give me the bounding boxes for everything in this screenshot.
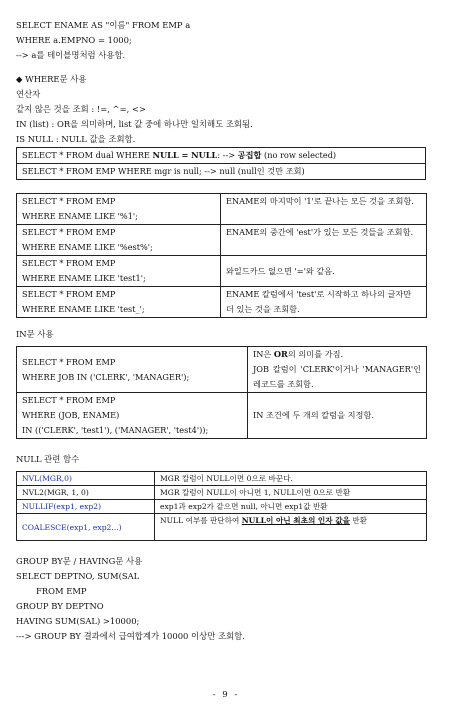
query-line: SELECT * FROM EMP xyxy=(22,196,116,206)
query-line: WHERE ENAME LIKE '%1'; xyxy=(22,211,138,221)
desc-cell: IN 조건에 두 개의 칼럼을 지정함. xyxy=(248,393,427,439)
text-span: NULL 여부를 판단하여 xyxy=(160,516,242,525)
or-keyword: OR xyxy=(273,349,288,359)
table-row xyxy=(17,486,427,500)
empty-set-text: 공집합 xyxy=(237,150,262,160)
table-row xyxy=(17,225,427,256)
query-cell xyxy=(17,347,248,393)
like-table xyxy=(16,193,427,318)
table-row xyxy=(17,472,427,486)
table-row xyxy=(17,164,426,180)
groupby-line: GROUP BY DEPTNO xyxy=(16,601,104,611)
query-line: SELECT * FROM EMP xyxy=(22,395,116,405)
in-list-text: IN (list) : OR을 의미하며, list 값 중에 하나만 일치해도 조회됨. xyxy=(16,119,253,129)
null-compare-cell xyxy=(17,148,426,164)
desc-cell: 와일드카드 없으면 '='와 같음. xyxy=(221,256,427,287)
table-row xyxy=(17,347,427,393)
table-row xyxy=(17,194,427,225)
query-line: WHERE JOB IN ('CLERK', 'MANAGER'); xyxy=(22,371,190,382)
desc-cell: exp1과 exp2가 같으면 null, 아니면 exp1값 반환 xyxy=(155,500,427,514)
desc-cell: MGR 칼럼이 NULL이 아니면 1, NULL이면 0으로 반환 xyxy=(155,486,427,500)
function-cell: COALESCE(exp1, exp2...) xyxy=(17,514,155,541)
is-null-text: IS NULL : NULL 값을 조회함. xyxy=(16,134,136,144)
query-line: WHERE (JOB, ENAME) xyxy=(22,410,120,420)
text-span: 의 의미를 가짐. xyxy=(287,349,344,359)
operators-label: 연산자 xyxy=(16,89,41,99)
text-span: SELECT * FROM dual WHERE xyxy=(22,150,153,160)
desc-cell xyxy=(248,347,427,393)
null-compare-table xyxy=(16,147,426,180)
null-functions-table xyxy=(16,471,427,541)
is-null-cell: SELECT * FROM EMP WHERE mgr is null; --> null (null인 것만 조회) xyxy=(17,164,426,180)
query-cell xyxy=(17,393,248,439)
desc-cell: ENAME 칼럼에서 'test'로 시작하고 하나의 글자만 더 있는 것을 조회함. xyxy=(221,287,427,318)
null-heading: NULL 관련 함수 xyxy=(16,454,80,464)
query-line: SELECT * FROM EMP xyxy=(22,227,116,237)
intro-line-3: --> a를 테이블명처럼 사용함. xyxy=(16,50,126,60)
in-table xyxy=(16,346,427,439)
query-cell xyxy=(17,287,221,318)
desc-cell: ENAME의 마지막이 '1'로 끝나는 모든 것을 조회함. xyxy=(221,194,427,225)
query-cell xyxy=(17,225,221,256)
query-line: SELECT * FROM EMP xyxy=(22,356,116,367)
text-span: IN은 xyxy=(253,349,274,359)
groupby-line: SELECT DEPTNO, SUM(SAL xyxy=(16,571,140,581)
query-line: WHERE ENAME LIKE 'test_'; xyxy=(22,304,145,314)
query-line: WHERE ENAME LIKE '%est%'; xyxy=(22,242,153,252)
query-line: IN (('CLERK', 'test1'), ('MANAGER', 'test4')); xyxy=(22,425,209,435)
page-number: - 9 - xyxy=(212,690,240,700)
table-row xyxy=(17,287,427,318)
not-equal-text: 같지 않은 것을 조회 : !=, ^=, <> xyxy=(16,104,146,114)
desc-cell: MGR 칼럼이 NULL이면 0으로 바꾼다. xyxy=(155,472,427,486)
table-row xyxy=(17,256,427,287)
function-cell: NVL2(MGR, 1, 0) xyxy=(17,486,155,500)
text-span: : --> xyxy=(217,150,238,160)
query-line: SELECT * FROM EMP xyxy=(22,289,116,299)
table-row xyxy=(17,148,426,164)
groupby-line: FROM EMP xyxy=(36,586,87,596)
intro-line-2: WHERE a.EMPNO = 1000; xyxy=(16,35,132,45)
text-span: (no row selected) xyxy=(261,150,337,160)
in-heading: IN문 사용 xyxy=(16,329,54,339)
query-line: WHERE ENAME LIKE 'test1'; xyxy=(22,273,146,283)
emphasis-text: NULL이 아닌 최초의 인자 값을 xyxy=(241,516,350,525)
desc-cell xyxy=(155,514,427,541)
groupby-line: HAVING SUM(SAL) >10000; xyxy=(16,616,140,626)
document-page xyxy=(16,18,436,644)
desc-cell: ENAME의 중간에 'est'가 있는 모든 것들을 조회함. xyxy=(221,225,427,256)
bold-null-eq: NULL = NULL xyxy=(152,150,218,160)
function-cell: NVL(MGR,0) xyxy=(17,472,155,486)
query-cell xyxy=(17,194,221,225)
text-span: 반환 xyxy=(349,516,367,525)
groupby-heading: GROUP BY문 / HAVING문 사용 xyxy=(16,556,143,566)
table-row xyxy=(17,500,427,514)
function-cell: NULLIF(exp1, exp2) xyxy=(17,500,155,514)
table-row xyxy=(17,393,427,439)
desc-line: JOB 칼럼이 'CLERK'이거나 'MANAGER'인 레코드를 조회함. xyxy=(253,364,421,389)
table-row xyxy=(17,514,427,541)
groupby-line: ---> GROUP BY 결과에서 급여합계가 10000 이상만 조회함. xyxy=(16,631,245,641)
intro-line-1: SELECT ENAME AS "이름" FROM EMP a xyxy=(16,20,191,30)
query-line: SELECT * FROM EMP xyxy=(22,258,116,268)
query-cell xyxy=(17,256,221,287)
where-heading: ◆ WHERE문 사용 xyxy=(16,74,87,84)
